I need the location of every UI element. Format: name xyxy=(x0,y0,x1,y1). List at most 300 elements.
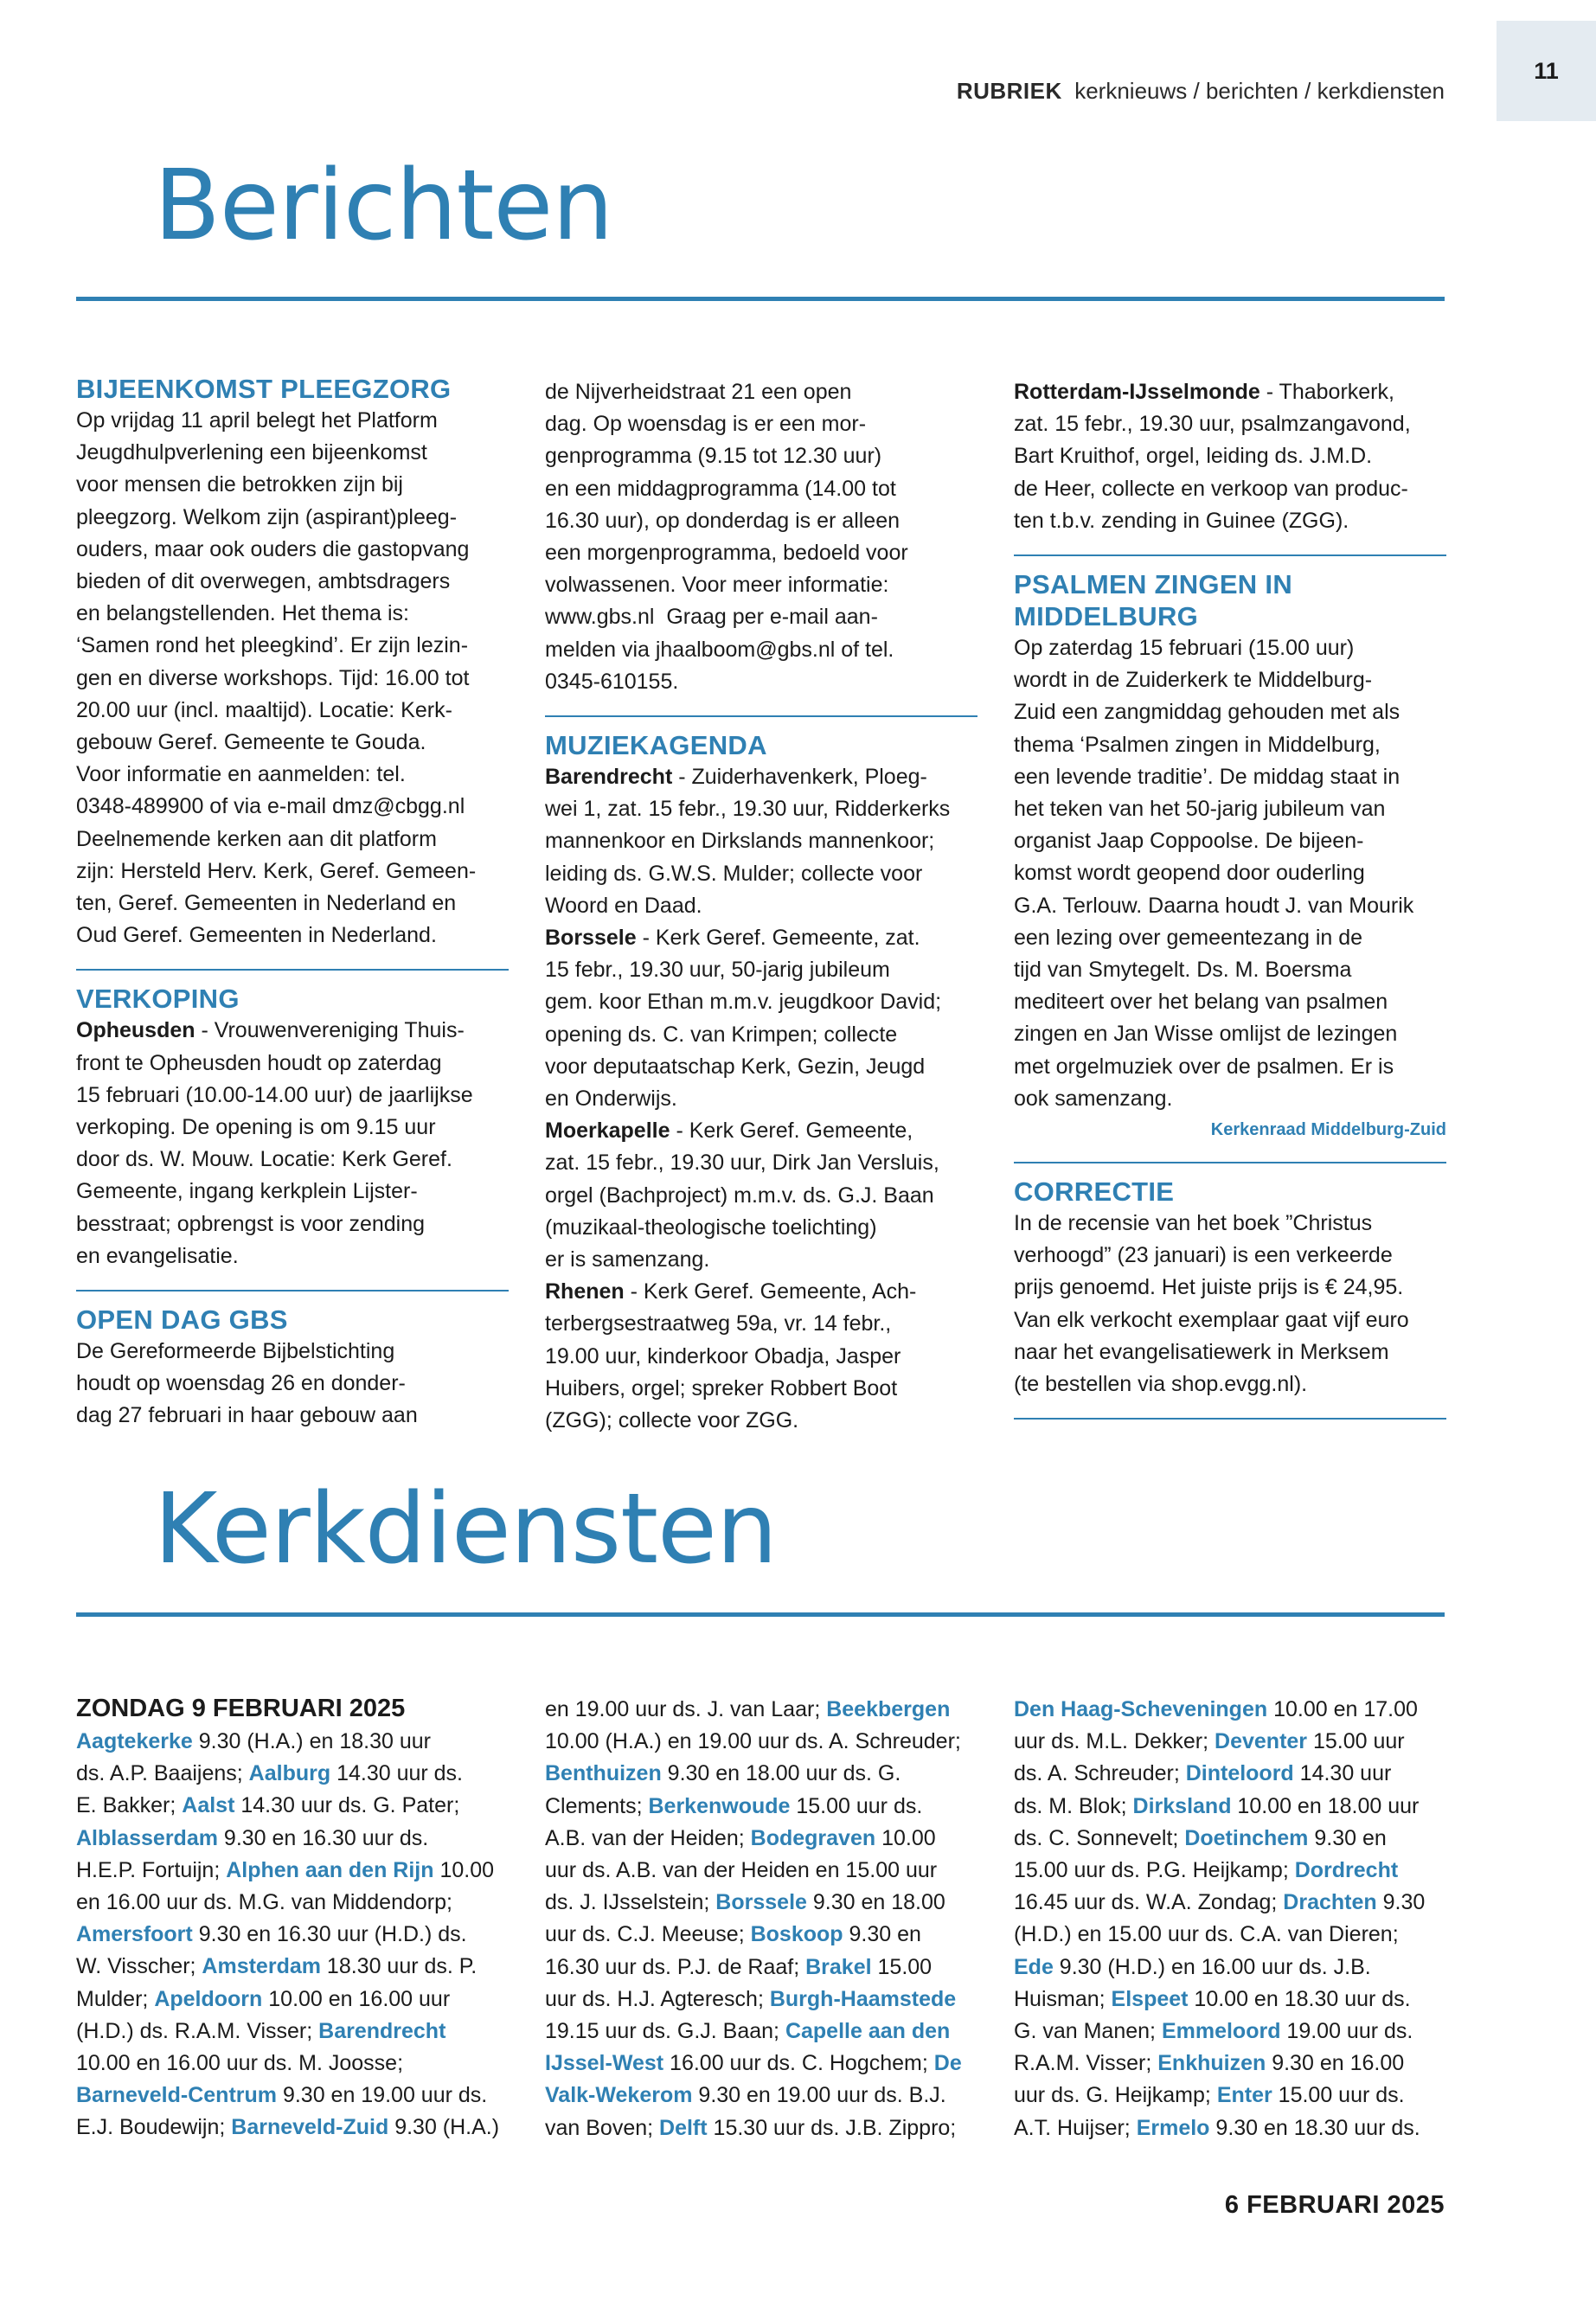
service-line xyxy=(76,1758,509,1790)
text-line-content: gebouw Geref. Gemeente te Gouda. xyxy=(76,730,426,755)
text-line xyxy=(545,1212,977,1244)
service-line xyxy=(545,1855,977,1887)
text-line-content: - Vrouwenvereniging Thuis- xyxy=(195,1018,465,1043)
service-line xyxy=(1014,1919,1446,1951)
text-line xyxy=(76,1208,509,1240)
service-line xyxy=(1014,2016,1446,2048)
text-line xyxy=(545,666,977,698)
text-line xyxy=(545,761,977,793)
service-details: uur ds. M.L. Dekker; xyxy=(1014,1729,1215,1754)
service-details: 15.00 uur ds. xyxy=(1272,2083,1405,2108)
church-place-name: Enkhuizen xyxy=(1157,2051,1266,2076)
service-details: uur ds. H.J. Agteresch; xyxy=(545,1986,770,2011)
service-date-heading: ZONDAG 9 FEBRUARI 2025 xyxy=(76,1695,406,1722)
church-place-name: Den Haag-Scheveningen xyxy=(1014,1697,1268,1721)
service-line xyxy=(1014,2080,1446,2112)
service-details: A.T. Huijser; xyxy=(1014,2115,1137,2140)
service-details: G. van Manen; xyxy=(1014,2019,1162,2044)
service-line xyxy=(1014,2048,1446,2080)
text-line-content: een morgenprogramma, bedoeld voor xyxy=(545,541,908,566)
service-details: 16.30 uur ds. P.J. de Raaf; xyxy=(545,1954,806,1979)
church-place-name: Emmeloord xyxy=(1161,2019,1281,2044)
service-line xyxy=(545,1952,977,1984)
text-line xyxy=(76,566,509,598)
article-paragraph xyxy=(76,1015,509,1272)
service-details: W. Visscher; xyxy=(76,1954,202,1979)
article-paragraph xyxy=(545,922,977,1115)
article-paragraph xyxy=(545,761,977,922)
text-line xyxy=(76,1144,509,1176)
text-line-content: organist Jaap Coppoolse. De bijeen- xyxy=(1014,829,1364,854)
service-line xyxy=(545,2048,977,2080)
article-heading-line: PSALMEN ZINGEN IN xyxy=(1014,569,1293,600)
text-line-content: en belangstellenden. Het thema is: xyxy=(76,601,409,626)
service-line xyxy=(545,1694,977,1726)
service-details: 14.30 uur ds. xyxy=(330,1761,464,1786)
text-line-content: mediteert over het belang van psalmen xyxy=(1014,990,1388,1015)
text-line-content: 15 februari (10.00-14.00 uur) de jaarlijkse xyxy=(76,1082,473,1107)
text-line-content: - Kerk Geref. Gemeente, zat. xyxy=(636,926,920,951)
text-line xyxy=(76,856,509,888)
service-details: en 19.00 uur ds. J. van Laar; xyxy=(545,1697,827,1721)
text-line-content: en een middagprogramma (14.00 tot xyxy=(545,476,896,501)
lead-place-name: Rotterdam-IJsselmonde xyxy=(1014,380,1260,404)
article-paragraph xyxy=(1014,632,1446,1115)
church-place-name: Capelle aan den xyxy=(785,2019,951,2044)
text-line xyxy=(1014,505,1446,537)
service-details: Huisman; xyxy=(1014,1986,1112,2011)
text-line xyxy=(545,890,977,922)
text-line xyxy=(76,1400,509,1432)
service-details: 9.30 (H.A.) xyxy=(388,2115,500,2140)
service-details: 9.30 en 18.00 uur ds. G. xyxy=(661,1761,901,1786)
church-place-name: Aalst xyxy=(182,1793,235,1818)
kerkdiensten-title: Kerkdiensten xyxy=(154,1473,777,1586)
service-line xyxy=(545,1726,977,1758)
church-place-name: Amsterdam xyxy=(202,1954,321,1979)
service-details: 10.00 en 16.00 uur ds. M. Joosse; xyxy=(76,2051,404,2076)
church-place-name: Deventer xyxy=(1215,1729,1308,1754)
text-line xyxy=(76,469,509,501)
service-details: ds. M. Blok; xyxy=(1014,1793,1133,1818)
church-place-name: Dirksland xyxy=(1132,1793,1232,1818)
service-details: 10.00 en 16.00 uur xyxy=(262,1986,451,2011)
text-line xyxy=(1014,696,1446,728)
service-line xyxy=(1014,1694,1446,1726)
lead-place-name: Opheusden xyxy=(76,1018,195,1043)
text-line-content: genprogramma (9.15 tot 12.30 uur) xyxy=(545,444,882,469)
text-line-content: het teken van het 50-jarig jubileum van xyxy=(1014,797,1386,822)
service-details: uur ds. G. Heijkamp; xyxy=(1014,2083,1217,2108)
text-line-content: G.A. Terlouw. Daarna houdt J. van Mourik xyxy=(1014,893,1414,918)
text-line xyxy=(545,986,977,1018)
service-details: 15.00 uur ds. P.G. Heijkamp; xyxy=(1014,1858,1295,1883)
text-line-content: (te bestellen via shop.evgg.nl). xyxy=(1014,1372,1308,1397)
service-details: 10.00 en 17.00 xyxy=(1267,1697,1418,1721)
service-details: 9.30 en 18.30 uur ds. xyxy=(1209,2115,1420,2140)
text-line xyxy=(76,1048,509,1080)
church-place-name: Ede xyxy=(1014,1954,1054,1979)
service-line xyxy=(1014,1855,1446,1887)
church-place-name: Boskoop xyxy=(750,1922,843,1947)
article-paragraph xyxy=(1014,376,1446,537)
text-line-content: besstraat; opbrengst is voor zending xyxy=(76,1211,426,1236)
article-divider xyxy=(76,969,509,971)
service-details: uur ds. A.B. van der Heiden en 15.00 uur xyxy=(545,1858,938,1883)
church-place-name: Aagtekerke xyxy=(76,1729,193,1753)
text-line-content: gen en diverse workshops. Tijd: 16.00 tot xyxy=(76,665,470,690)
church-place-name: Amersfoort xyxy=(76,1922,193,1947)
service-details: (H.D.) ds. R.A.M. Visser; xyxy=(76,2018,319,2043)
text-line xyxy=(545,569,977,601)
service-details: 16.45 uur ds. W.A. Zondag; xyxy=(1014,1890,1284,1915)
church-place-name: Barneveld-Centrum xyxy=(76,2083,277,2108)
text-line xyxy=(1014,761,1446,793)
church-place-name: Alphen aan den Rijn xyxy=(226,1857,434,1882)
text-line xyxy=(76,695,509,727)
text-line-content: front te Opheusden houdt op zaterdag xyxy=(76,1050,442,1075)
text-line-content: prijs genoemd. Het juiste prijs is € 24,95. xyxy=(1014,1275,1404,1300)
service-details: 15.00 xyxy=(871,1954,933,1979)
article-paragraph xyxy=(545,1276,977,1437)
rubriek-label: RUBRIEK xyxy=(956,78,1062,104)
church-place-name: Apeldoorn xyxy=(154,1986,263,2011)
text-line-content: 20.00 uur (incl. maaltijd). Locatie: Kerk- xyxy=(76,697,452,722)
text-line-content: opening ds. C. van Krimpen; collecte xyxy=(545,1022,898,1047)
lead-place-name: Moerkapelle xyxy=(545,1118,670,1144)
service-line xyxy=(1014,1887,1446,1919)
text-line-content: voor mensen die betrokken zijn bij xyxy=(76,472,403,497)
text-line-content: Zuid een zangmiddag gehouden met als xyxy=(1014,700,1401,725)
text-line xyxy=(1014,1018,1446,1050)
service-line xyxy=(76,2016,509,2048)
text-line xyxy=(76,1336,509,1368)
service-details: A.B. van der Heiden; xyxy=(545,1825,751,1850)
text-line-content: naar het evangelisatiewerk in Merksem xyxy=(1014,1339,1389,1364)
text-line-content: - Thaborkerk, xyxy=(1259,380,1394,404)
text-line-content: er is samenzang. xyxy=(545,1247,710,1272)
service-details: 9.30 xyxy=(1376,1890,1426,1915)
lead-place-name: Barendrecht xyxy=(545,765,673,790)
service-details: 19.00 uur ds. xyxy=(1280,2019,1413,2044)
text-line xyxy=(1014,729,1446,761)
text-line-content: 0348-489900 of via e-mail dmz@cbgg.nl xyxy=(76,794,465,819)
service-list xyxy=(76,1726,509,2144)
text-line xyxy=(545,473,977,505)
article-divider xyxy=(545,715,977,717)
service-line xyxy=(545,2016,977,2048)
church-place-name: Valk-Wekerom xyxy=(545,2083,693,2108)
article-paragraph xyxy=(545,376,977,698)
service-details: 10.00 en 18.00 uur xyxy=(1231,1793,1420,1818)
text-line xyxy=(545,858,977,890)
service-details: 9.30 en xyxy=(843,1922,921,1947)
lead-place-name: Borssele xyxy=(545,926,637,951)
service-line xyxy=(76,1919,509,1951)
text-line xyxy=(545,1147,977,1179)
text-line-content: Op vrijdag 11 april belegt het Platform xyxy=(76,408,438,433)
text-line xyxy=(76,405,509,437)
issue-date: 6 FEBRUARI 2025 xyxy=(1224,2191,1445,2219)
text-line xyxy=(545,1115,977,1147)
article-paragraph xyxy=(1014,1208,1446,1400)
text-line-content: Deelnemende kerken aan dit platform xyxy=(76,826,437,851)
church-place-name: Doetinchem xyxy=(1184,1825,1309,1850)
text-line-content: Woord en Daad. xyxy=(545,893,702,918)
service-line xyxy=(76,2080,509,2112)
service-details: 9.30 en xyxy=(1308,1825,1387,1850)
text-line-content: Van elk verkocht exemplaar gaat vijf euro xyxy=(1014,1307,1409,1332)
berichten-column-3 xyxy=(1014,376,1446,1432)
service-details: 15.30 uur ds. J.B. Zippro; xyxy=(707,2115,957,2140)
text-line-content: De Gereformeerde Bijbelstichting xyxy=(76,1339,395,1364)
text-line xyxy=(1014,890,1446,922)
text-line-content: Voor informatie en aanmelden: tel. xyxy=(76,762,406,787)
article-divider xyxy=(76,1290,509,1292)
text-line-content: komst wordt geopend door ouderling xyxy=(1014,861,1365,886)
text-line-content: melden via jhaalboom@gbs.nl of tel. xyxy=(545,637,894,662)
text-line xyxy=(1014,825,1446,857)
text-line xyxy=(1014,632,1446,664)
article-heading: OPEN DAG GBS xyxy=(76,1304,288,1336)
church-place-name: Barneveld-Zuid xyxy=(231,2115,389,2140)
service-line xyxy=(76,1855,509,1887)
service-details: 10.00 en 18.30 uur ds. xyxy=(1188,1986,1411,2011)
page-number: 11 xyxy=(1534,57,1559,84)
service-line xyxy=(76,1726,509,1758)
service-details: 15.00 uur xyxy=(1307,1729,1405,1754)
church-place-name: Drachten xyxy=(1283,1890,1377,1915)
text-line xyxy=(1014,1336,1446,1368)
article-heading: MUZIEKAGENDA xyxy=(545,730,767,761)
service-line xyxy=(545,2112,977,2144)
text-line-content: terbergsestraatweg 59a, vr. 14 febr., xyxy=(545,1311,892,1336)
service-details: ds. C. Sonnevelt; xyxy=(1014,1825,1185,1850)
text-line xyxy=(545,440,977,472)
berichten-title: Berichten xyxy=(154,150,613,262)
text-line-content: - Kerk Geref. Gemeente, Ach- xyxy=(624,1279,917,1304)
text-line xyxy=(76,1015,509,1047)
kerkdiensten-column-1 xyxy=(76,1691,509,2144)
church-place-name: Dordrecht xyxy=(1294,1858,1399,1883)
text-line-content: ook samenzang. xyxy=(1014,1086,1173,1111)
article-paragraph xyxy=(545,1115,977,1276)
article-heading xyxy=(1014,568,1446,632)
text-line xyxy=(545,1341,977,1373)
service-details: 10.00 xyxy=(875,1825,936,1850)
service-details: uur ds. C.J. Meeuse; xyxy=(545,1922,751,1947)
article-divider xyxy=(1014,1162,1446,1163)
text-line-content: zat. 15 febr., 19.30 uur, Dirk Jan Versluis, xyxy=(545,1150,939,1176)
service-line xyxy=(1014,1984,1446,2016)
text-line-content: pleegzorg. Welkom zijn (aspirant)pleeg- xyxy=(76,504,458,529)
text-line xyxy=(1014,1304,1446,1336)
kerkdiensten-rule xyxy=(76,1612,1445,1617)
text-line xyxy=(76,888,509,920)
text-line-content: ten, Geref. Gemeenten in Nederland en xyxy=(76,891,457,916)
text-line-content: thema ‘Psalmen zingen in Middelburg, xyxy=(1014,732,1381,757)
church-place-name: IJssel-West xyxy=(545,2051,664,2076)
text-line-content: een levende traditie’. De middag staat in xyxy=(1014,764,1401,789)
text-line-content: Bart Kruithof, orgel, leiding ds. J.M.D. xyxy=(1014,444,1373,469)
text-line xyxy=(1014,1051,1446,1083)
text-line xyxy=(76,727,509,759)
article-heading: BIJEENKOMST PLEEGZORG xyxy=(76,374,452,404)
text-line-content: bieden of dit overwegen, ambtsdragers xyxy=(76,569,451,594)
text-line-content: 19.00 uur, kinderkoor Obadja, Jasper xyxy=(545,1343,901,1368)
service-line xyxy=(76,1887,509,1919)
text-line xyxy=(1014,793,1446,825)
church-place-name: Ermelo xyxy=(1136,2115,1210,2140)
service-line xyxy=(1014,1791,1446,1823)
text-line xyxy=(76,1112,509,1144)
text-line-content: Op zaterdag 15 februari (15.00 uur) xyxy=(1014,636,1355,661)
text-line xyxy=(545,1276,977,1308)
text-line xyxy=(1014,376,1446,408)
church-place-name: Aalburg xyxy=(248,1761,331,1786)
text-line xyxy=(1014,1240,1446,1272)
service-details: 19.15 uur ds. G.J. Baan; xyxy=(545,2019,785,2044)
text-line xyxy=(76,920,509,952)
service-line xyxy=(1014,1726,1446,1758)
text-line-content: Huibers, orgel; spreker Robbert Boot xyxy=(545,1375,898,1400)
text-line-content: 16.30 uur), op donderdag is er alleen xyxy=(545,508,901,533)
article-heading-line: MIDDELBURG xyxy=(1014,601,1199,632)
text-line-content: ten t.b.v. zending in Guinee (ZGG). xyxy=(1014,508,1349,533)
church-place-name: Brakel xyxy=(805,1954,872,1979)
text-line-content: verhoogd” (23 januari) is een verkeerde xyxy=(1014,1243,1393,1268)
text-line xyxy=(545,634,977,666)
service-line xyxy=(545,1919,977,1951)
text-line xyxy=(545,825,977,857)
article-heading: VERKOPING xyxy=(76,984,240,1015)
text-line xyxy=(1014,922,1446,954)
text-line-content: zat. 15 febr., 19.30 uur, psalmzangavond, xyxy=(1014,412,1411,437)
text-line xyxy=(76,1240,509,1272)
service-details: Mulder; xyxy=(76,1986,155,2011)
service-line xyxy=(1014,1952,1446,1984)
service-details: (H.D.) en 15.00 uur ds. C.A. van Dieren; xyxy=(1014,1922,1399,1947)
service-line xyxy=(545,1887,977,1919)
text-line-content: volwassenen. Voor meer informatie: xyxy=(545,573,889,598)
text-line-content: houdt op woensdag 26 en donder- xyxy=(76,1371,406,1396)
service-details: 16.00 uur ds. C. Hogchem; xyxy=(663,2051,934,2076)
service-details: 9.30 (H.D.) en 16.00 uur ds. J.B. xyxy=(1053,1954,1371,1979)
text-line xyxy=(545,601,977,633)
service-line xyxy=(545,1823,977,1855)
text-line-content: - Zuiderhavenkerk, Ploeg- xyxy=(672,765,927,790)
page-number-tab xyxy=(1497,21,1596,121)
service-details: 9.30 en 18.00 xyxy=(806,1890,945,1915)
service-details: 9.30 en 19.00 uur ds. B.J. xyxy=(692,2083,946,2108)
service-details: E.J. Boudewijn; xyxy=(76,2115,232,2140)
text-line xyxy=(545,1373,977,1405)
text-line xyxy=(76,759,509,791)
text-line xyxy=(76,1176,509,1208)
text-line xyxy=(76,630,509,662)
text-line-content: wei 1, zat. 15 febr., 19.30 uur, Ridderkerks xyxy=(545,797,951,822)
church-place-name: Bodegraven xyxy=(750,1825,876,1850)
text-line xyxy=(1014,664,1446,696)
church-place-name: Burgh-Haamstede xyxy=(769,1986,957,2011)
rubriek-breadcrumb xyxy=(957,78,1445,105)
text-line-content: een lezing over gemeentezang in de xyxy=(1014,925,1363,950)
church-place-name: Alblasserdam xyxy=(76,1825,218,1850)
church-place-name: Elspeet xyxy=(1111,1986,1189,2011)
text-line-content: (ZGG); collecte voor ZGG. xyxy=(545,1408,799,1433)
text-line xyxy=(1014,1083,1446,1115)
church-place-name: Enter xyxy=(1216,2083,1272,2108)
text-line xyxy=(76,502,509,534)
service-details: 10.00 (H.A.) en 19.00 uur ds. A. Schreuder; xyxy=(545,1729,961,1754)
service-line xyxy=(545,1758,977,1790)
text-line xyxy=(76,1368,509,1400)
service-details: 9.30 en 16.30 uur (H.D.) ds. xyxy=(192,1922,467,1947)
text-line xyxy=(1014,1208,1446,1240)
lead-place-name: Rhenen xyxy=(545,1279,625,1304)
service-details: 9.30 en 16.00 xyxy=(1266,2051,1405,2076)
text-line-content: leiding ds. G.W.S. Mulder; collecte voor xyxy=(545,861,923,886)
service-details: R.A.M. Visser; xyxy=(1014,2051,1158,2076)
text-line-content: gem. koor Ethan m.m.v. jeugdkoor David; xyxy=(545,990,942,1015)
text-line-content: de Nijverheidstraat 21 een open xyxy=(545,380,852,404)
service-line xyxy=(1014,1758,1446,1790)
article-paragraph xyxy=(76,405,509,952)
text-line-content: www.gbs.nl Graag per e-mail aan- xyxy=(545,605,878,630)
article-heading: CORRECTIE xyxy=(1014,1176,1175,1208)
church-place-name: Delft xyxy=(659,2115,708,2140)
text-line xyxy=(1014,408,1446,440)
service-details: 9.30 en 19.00 uur ds. xyxy=(277,2083,488,2108)
text-line-content: orgel (Bachproject) m.m.v. ds. G.J. Baan xyxy=(545,1183,934,1208)
berichten-rule xyxy=(76,297,1445,301)
service-line xyxy=(545,1984,977,2016)
text-line-content: door ds. W. Mouw. Locatie: Kerk Geref. xyxy=(76,1147,452,1172)
text-line xyxy=(545,1019,977,1051)
service-line xyxy=(76,1790,509,1822)
text-line xyxy=(1014,954,1446,986)
text-line xyxy=(545,922,977,954)
text-line-content: 0345-610155. xyxy=(545,669,679,694)
text-line-content: zijn: Hersteld Herv. Kerk, Geref. Gemeen- xyxy=(76,858,477,883)
service-details: 18.30 uur ds. P. xyxy=(320,1954,478,1979)
text-line-content: 15 febr., 19.30 uur, 50-jarig jubileum xyxy=(545,958,890,983)
text-line xyxy=(545,1180,977,1212)
text-line-content: met orgelmuziek over de psalmen. Er is xyxy=(1014,1054,1394,1079)
service-details: ds. A. Schreuder; xyxy=(1014,1761,1186,1786)
text-line xyxy=(76,824,509,856)
service-details: 9.30 (H.A.) en 18.30 uur xyxy=(192,1729,431,1753)
berichten-column-1 xyxy=(76,373,509,1433)
text-line xyxy=(1014,440,1446,472)
service-details: ds. A.P. Baaijens; xyxy=(76,1761,249,1786)
text-line-content: ouders, maar ook ouders die gastopvang xyxy=(76,536,470,561)
text-line xyxy=(1014,1368,1446,1400)
church-place-name: Benthuizen xyxy=(545,1761,662,1786)
text-line-content: Oud Geref. Gemeenten in Nederland. xyxy=(76,923,437,948)
text-line-content: wordt in de Zuiderkerk te Middelburg- xyxy=(1014,668,1373,693)
church-place-name: Dinteloord xyxy=(1185,1761,1294,1786)
service-line xyxy=(76,2112,509,2144)
kerkdiensten-column-3 xyxy=(1014,1694,1446,2144)
service-details: H.E.P. Fortuijn; xyxy=(76,1857,227,1882)
rubriek-path: kerknieuws / berichten / kerkdiensten xyxy=(1074,78,1445,104)
church-place-name: Berkenwoude xyxy=(648,1793,791,1818)
service-line xyxy=(1014,2112,1446,2144)
service-line xyxy=(76,1823,509,1855)
text-line xyxy=(76,437,509,469)
text-line xyxy=(545,537,977,569)
